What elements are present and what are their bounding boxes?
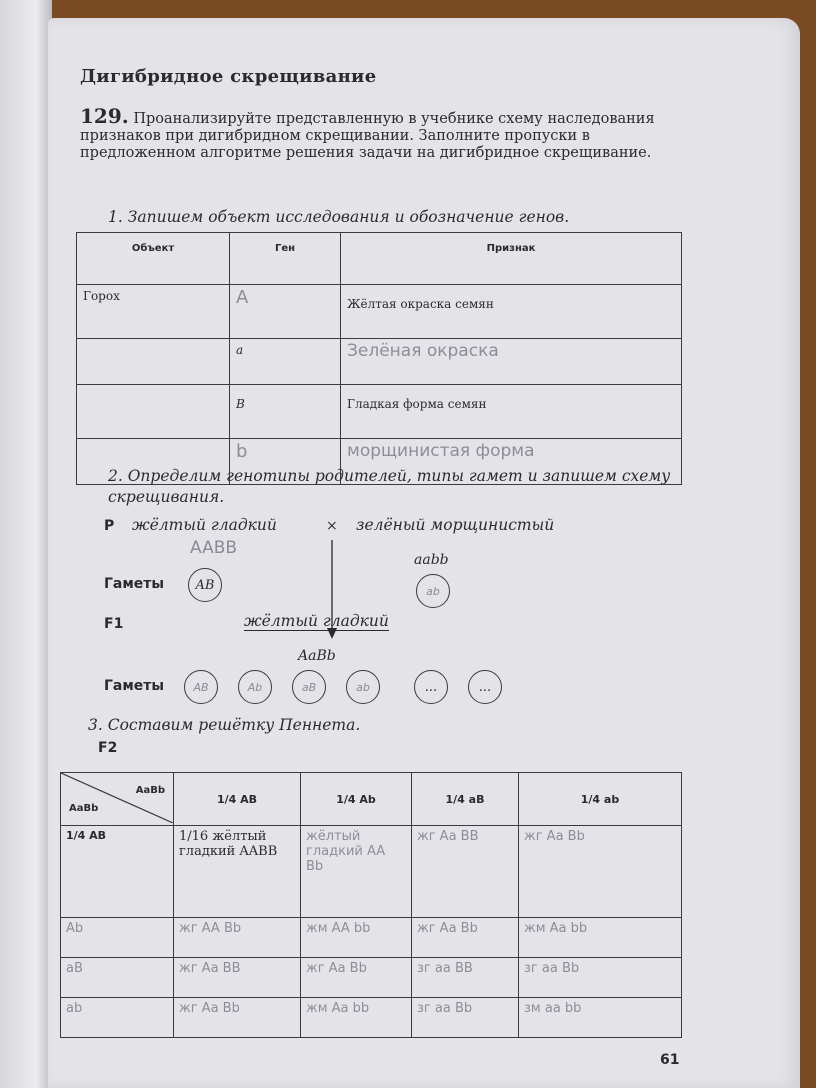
- col-header: 1/4 ab: [519, 773, 682, 826]
- task-instructions: Проанализируйте представленную в учебнике схему наследования признаков при дигибридном скрещивании. Заполните пропуски в предложенном алгоритме решения задачи на дигибридное скрещивание.: [80, 111, 655, 161]
- task-number: 129.: [80, 104, 129, 128]
- step-1-title: 1. Запишем объект исследования и обозначение генов.: [108, 208, 570, 226]
- f1-genotype: AaBb: [298, 648, 336, 664]
- punnett-cell-handwritten: жг Aa BB: [174, 958, 301, 998]
- gamete-circle: [184, 670, 218, 704]
- gamete-circle: [346, 670, 380, 704]
- page-number: 61: [660, 1052, 680, 1068]
- gametes-label-p: Гаметы: [104, 576, 165, 592]
- parent2-genotype: aabb: [414, 552, 449, 568]
- table-row: [77, 285, 682, 339]
- punnett-cell-handwritten: жг Aa Bb: [412, 918, 519, 958]
- parent1-phenotype: жёлтый гладкий: [132, 516, 277, 534]
- punnett-cell-handwritten: зг aa Bb: [519, 958, 682, 998]
- punnett-cell-handwritten: жёлтый гладкий AA Bb: [301, 826, 412, 918]
- cross-sign: ×: [326, 518, 338, 534]
- gamete-circle: [238, 670, 272, 704]
- table-row: [61, 998, 682, 1038]
- parent2-phenotype: зелёный морщинистый: [356, 516, 555, 534]
- gamete-circle: [292, 670, 326, 704]
- cell-gene-handwritten: A: [230, 285, 341, 339]
- row-header-handwritten: ab: [61, 998, 174, 1038]
- cell-trait-handwritten: Зелёная окраска: [341, 339, 682, 385]
- table-row: [77, 385, 682, 439]
- cell-object: Горох: [77, 285, 230, 339]
- gamete-text: AB: [195, 577, 215, 593]
- gamete-text: AB: [193, 680, 209, 694]
- gamete-circle: [188, 568, 222, 602]
- row-header-handwritten: aB: [61, 958, 174, 998]
- punnett-cell-handwritten: жм AA bb: [301, 918, 412, 958]
- section-heading: Дигибридное скрещивание: [80, 66, 377, 87]
- punnett-cell-handwritten: зг aa Bb: [412, 998, 519, 1038]
- corner-top-genotype: AaBb: [135, 785, 165, 796]
- row-header-handwritten: Ab: [61, 918, 174, 958]
- cell-trait: Гладкая форма семян: [341, 385, 682, 439]
- left-page-edge: [0, 0, 52, 1088]
- col-header-object: Объект: [77, 233, 230, 285]
- table-row: [61, 918, 682, 958]
- punnett-cell-handwritten: зм aa bb: [519, 998, 682, 1038]
- f2-label: F2: [98, 740, 118, 756]
- punnett-cell-handwritten: жг Aa BB: [412, 826, 519, 918]
- corner-diagonal: [61, 773, 173, 823]
- punnett-cell-handwritten: жг Aa Bb: [174, 998, 301, 1038]
- gamete-text: ab: [426, 584, 440, 598]
- table-row: [77, 339, 682, 385]
- p-label: P: [104, 518, 115, 534]
- gamete-circle-blank: [414, 670, 448, 704]
- punnett-cell-handwritten: жг Aa Bb: [519, 826, 682, 918]
- step-3-title: 3. Составим решётку Пеннета.: [88, 716, 361, 734]
- punnett-square: [60, 772, 682, 1038]
- col-header: 1/4 AB: [174, 773, 301, 826]
- cell-object: [77, 339, 230, 385]
- gamete-text: Ab: [247, 680, 263, 694]
- gamete-circle: [416, 574, 450, 608]
- f1-label: F1: [104, 616, 124, 632]
- cell-trait: Жёлтая окраска семян: [341, 285, 682, 339]
- col-header: 1/4 Ab: [301, 773, 412, 826]
- gametes-label-f1: Гаметы: [104, 678, 165, 694]
- cell-gene-handwritten: b: [230, 439, 341, 485]
- col-header-trait: Признак: [341, 233, 682, 285]
- punnett-cell-handwritten: жм Aa bb: [301, 998, 412, 1038]
- cell-object: [77, 385, 230, 439]
- step-2-title: 2. Определим генотипы родителей, типы гамет и запишем схему скрещивания.: [108, 467, 671, 506]
- punnett-cell-handwritten: жг AA Bb: [174, 918, 301, 958]
- corner-bottom-genotype: AaBb: [69, 803, 99, 814]
- cell-gene: B: [230, 385, 341, 439]
- task-text: [80, 104, 690, 162]
- punnett-corner: [61, 773, 174, 826]
- punnett-cell-handwritten: жм Aa bb: [519, 918, 682, 958]
- cell-gene: a: [230, 339, 341, 385]
- gamete-text: ...: [424, 679, 438, 695]
- gamete-text: aB: [301, 680, 317, 694]
- f1-phenotype: жёлтый гладкий: [244, 612, 389, 630]
- punnett-cell: 1/16 жёлтый гладкий AABB: [174, 826, 301, 918]
- table-row: [61, 958, 682, 998]
- gamete-circle-blank: [468, 670, 502, 704]
- col-header: 1/4 aB: [412, 773, 519, 826]
- row-header: 1/4 AB: [61, 826, 174, 918]
- punnett-cell-handwritten: жг Aa Bb: [301, 958, 412, 998]
- cell-trait-handwritten: морщинистая форма: [341, 439, 682, 485]
- parent1-genotype-handwritten: AABB: [190, 538, 238, 558]
- punnett-cell-handwritten: зг aa BB: [412, 958, 519, 998]
- gamete-text: ...: [478, 679, 492, 695]
- table-row: [61, 826, 682, 918]
- col-header-gene: Ген: [230, 233, 341, 285]
- genes-table: [76, 232, 682, 485]
- gamete-text: ab: [356, 680, 370, 694]
